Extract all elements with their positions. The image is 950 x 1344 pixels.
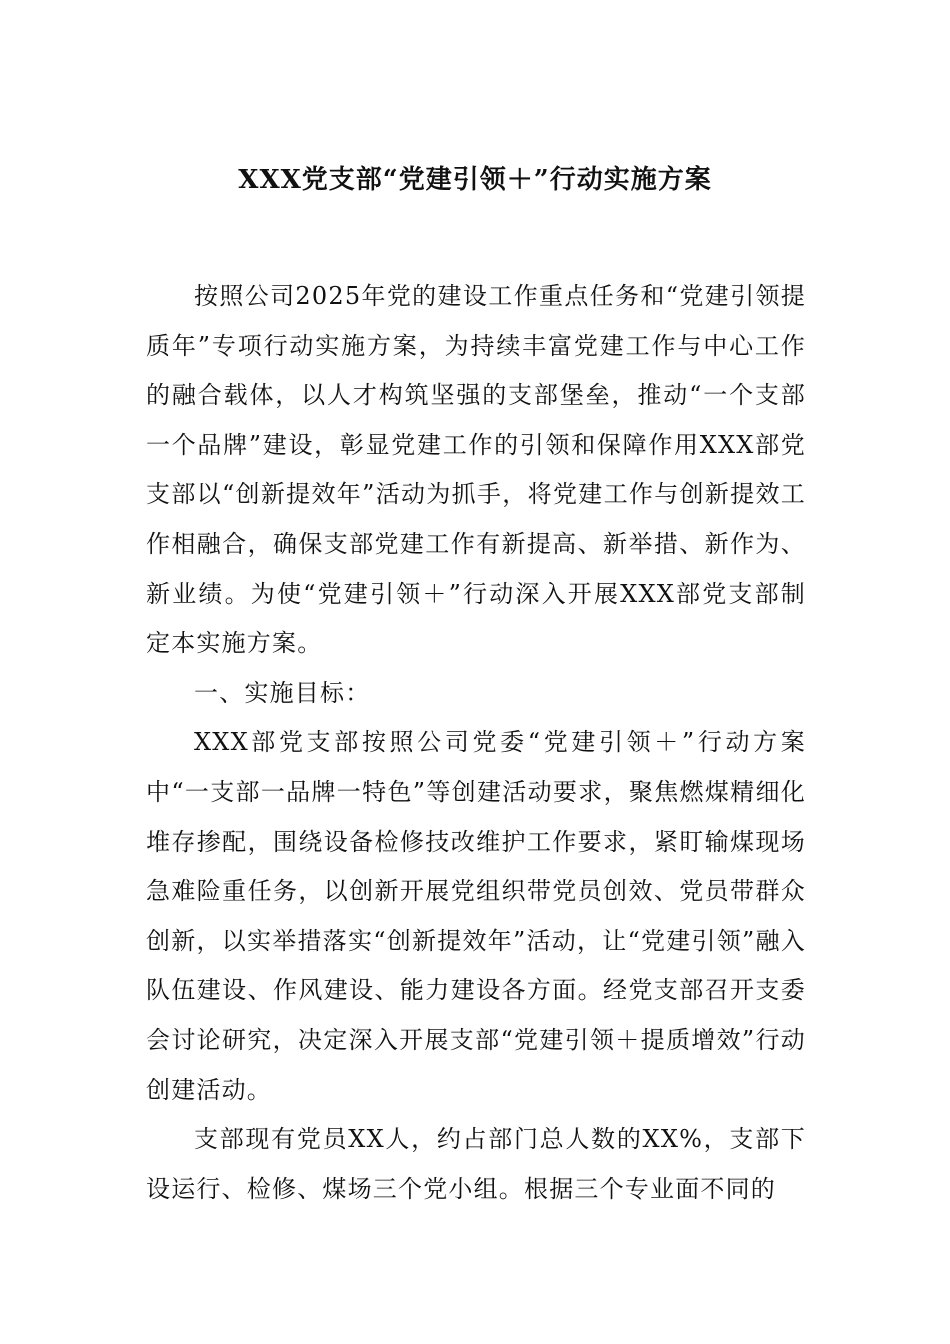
document-body <box>146 272 806 1214</box>
document-title: XXX党支部“党建引领＋”行动实施方案 <box>238 165 712 195</box>
paragraph-intro: 按照公司2025年党的建设工作重点任务和“党建引领提质年”专项行动实施方案，为持续丰富党建工作与中心工作的融合载体，以人才构筑坚强的支部堡垒，推动“一个支部一个品牌”建设，彰显党建工作的引领和保障作用XXX部党支部以“创新提效年”活动为抓手，将党建工作与创新提效工作相融合，确保支部党建工作有新提高、新举措、新作为、新业绩。为使“党建引领＋”行动深入开展XXX部党支部制定本实施方案。 <box>146 282 806 658</box>
section-heading-goals: 一、实施目标： <box>194 678 371 707</box>
paragraph-goals: XXX部党支部按照公司党委“党建引领＋”行动方案中“一支部一品牌一特色”等创建活动要求，聚焦燃煤精细化堆存掺配，围绕设备检修技改维护工作要求，紧盯输煤现场急难险重任务，以创新开展党组织带党员创效、党员带群众创新，以实举措落实“创新提效年”活动，让“党建引领”融入队伍建设、作风建设、能力建设各方面。经党支部召开支委会讨论研究，决定深入开展支部“党建引领＋提质增效”行动创建活动。 <box>146 728 806 1104</box>
paragraph-members: 支部现有党员XX人，约占部门总人数的XX%，支部下设运行、检修、煤场三个党小组。根据三个专业面不同的 <box>146 1125 806 1203</box>
